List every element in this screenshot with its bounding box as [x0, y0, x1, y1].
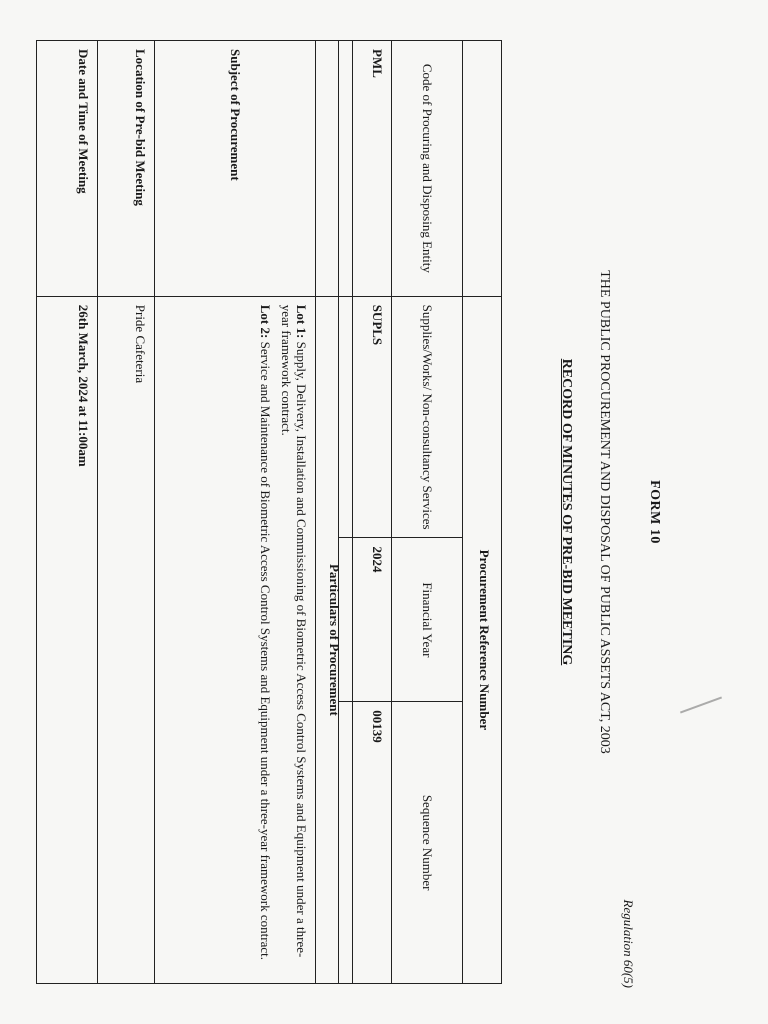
- procurement-reference-table: [338, 40, 502, 984]
- column-header-entity-code: Code of Procuring and Disposing Entity: [392, 41, 463, 297]
- reference-spacer-cell: [463, 41, 502, 297]
- form-title: FORM 10: [647, 480, 662, 544]
- lot-2: [258, 305, 273, 975]
- lot-1-text: Supply, Delivery, Installation and Commissioning of Biometric Access Control Systems and Equipment under a three-year framework contract.: [279, 304, 309, 958]
- value-category: SUPLS: [339, 296, 392, 538]
- subject-label: Subject of Procurement: [155, 41, 316, 297]
- lot-2-text: Service and Maintenance of Biometric Access Control Systems and Equipment under a three-year framework contract.: [258, 341, 273, 960]
- regulation-reference: Regulation 60(5): [621, 899, 636, 988]
- column-header-category: Supplies/Works/ Non-consultancy Services: [392, 296, 463, 538]
- particulars-table: [36, 40, 353, 984]
- location-label: Location of Pre-bid Meeting: [98, 41, 155, 297]
- value-financial-year: 2024: [339, 538, 392, 702]
- date-label: Date and Time of Meeting: [37, 41, 98, 297]
- procurement-reference-header: Procurement Reference Number: [463, 296, 502, 983]
- value-entity-code: PML: [339, 41, 392, 297]
- subject-content: [155, 296, 316, 983]
- particulars-spacer-cell: [316, 41, 353, 297]
- column-header-sequence-number: Sequence Number: [392, 702, 463, 984]
- lot-1-label: Lot 1:: [294, 304, 309, 339]
- value-sequence-number: 00139: [339, 702, 392, 984]
- lot-2-label: Lot 2:: [258, 304, 273, 339]
- particulars-header: Particulars of Procurement: [316, 296, 353, 983]
- location-value: Pride Cafeteria: [98, 296, 155, 983]
- stray-pen-mark: [680, 697, 722, 714]
- date-value: 26th March, 2024 at 11:00am: [37, 296, 98, 983]
- act-title: THE PUBLIC PROCUREMENT AND DISPOSAL OF PUBLIC ASSETS ACT, 2003: [597, 270, 612, 754]
- record-title: RECORD OF MINUTES OF PRE-BID MEETING: [559, 358, 574, 666]
- column-header-financial-year: Financial Year: [392, 538, 463, 702]
- lot-1: [279, 305, 309, 975]
